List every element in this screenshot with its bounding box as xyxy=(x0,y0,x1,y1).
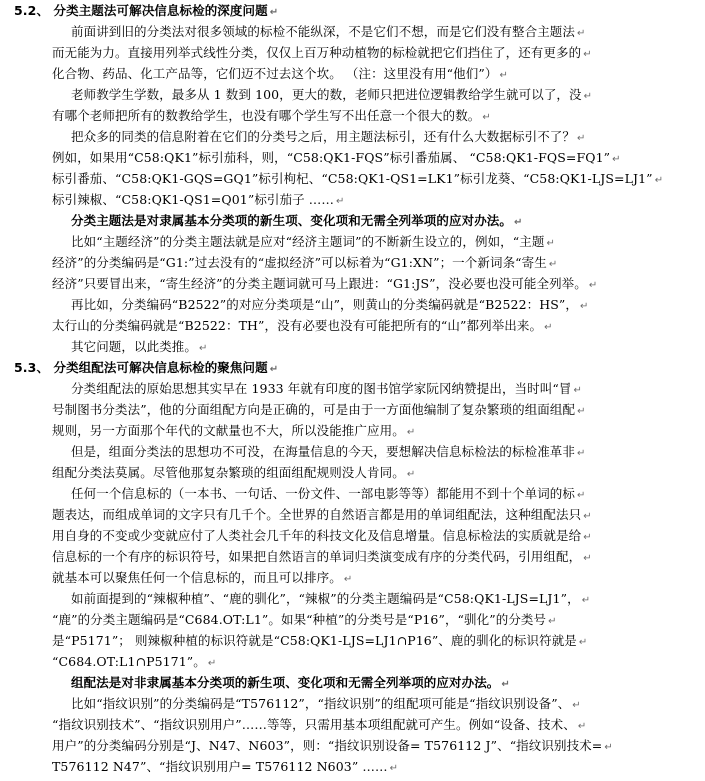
paragraph-mark-icon: ↵ xyxy=(269,7,279,18)
paragraph-mark-icon: ↵ xyxy=(343,574,353,585)
paragraph-line: 比如“指纹识别”的分类编码是“T576112”，“指纹识别”的组配项可能是“指纹识别设备”、 ↵ xyxy=(71,696,581,711)
paragraph-mark-icon: ↵ xyxy=(406,469,416,480)
paragraph-line: 前面讲到旧的分类法对很多领域的标检不能纵深，不是它们不想，而是它们没有整合主题法 ↵ xyxy=(71,24,586,39)
paragraph-mark-icon: ↵ xyxy=(604,742,613,753)
paragraph-mark-icon: ↵ xyxy=(548,259,558,270)
paragraph-line: 太行山的分类编码就是“B2522：TH”，没有必要也没有可能把所有的“山”都列举出来。 ↵ xyxy=(52,318,553,333)
paragraph-mark-icon: ↵ xyxy=(583,49,592,60)
paragraph-line: 化合物、药品、化工产品等，它们迈不过去这个坎。 （注：这里没有用“他们”） ↵ xyxy=(52,66,508,81)
paragraph-mark-icon: ↵ xyxy=(577,490,586,501)
paragraph-mark-icon: ↵ xyxy=(269,364,279,375)
paragraph-mark-icon: ↵ xyxy=(548,616,557,627)
paragraph-line: 但是，组面分类法的思想功不可没，在海量信息的今天，要想解决信息标检法的标检准革非 ↵ xyxy=(71,444,586,459)
paragraph-line: 题表达，而组成单词的文字只有几千个。全世界的自然语言都是用的单词组配法，这种组配法只 ↵ xyxy=(52,507,592,522)
paragraph-mark-icon: ↵ xyxy=(482,112,491,123)
paragraph-mark-icon: ↵ xyxy=(544,322,553,333)
paragraph-line: 组配分类法莫属。尽管他那复杂繁琐的组面组配规则没人肯同。 ↵ xyxy=(52,465,416,480)
paragraph-mark-icon: ↵ xyxy=(583,511,592,522)
paragraph-line: 例如，如果用“C58:QK1”标引茄科，则，“C58:QK1-FQS”标引番茄属、 “C58:QK1-FQS=FQ1” ↵ xyxy=(52,150,621,165)
paragraph-mark-icon: ↵ xyxy=(207,658,217,669)
paragraph-line: 把众多的同类的信息附着在它们的分类号之后，用主题法标引，还有什么大数据标引不了？ ↵ xyxy=(71,129,586,144)
paragraph-mark-icon: ↵ xyxy=(580,301,589,312)
paragraph-mark-icon: ↵ xyxy=(577,133,586,144)
paragraph-line: “指纹识别技术”、“指纹识别用户”……等等，只需用基本项组配就可产生。例如“设备、技术、 ↵ xyxy=(52,717,587,732)
paragraph-line: 标引辣椒、“C58:QK1-QS1=Q01”标引茄子 …… ↵ xyxy=(52,192,345,207)
paragraph-line: 有哪个老师把所有的数教给学生，也没有哪个学生写不出任意一个很大的数。 ↵ xyxy=(52,108,491,123)
paragraph-line: “鹿”的分类主题编码是“C684.OT:L1”。如果“种植”的分类号是“P16”，“驯化”的分类号 ↵ xyxy=(52,612,557,627)
paragraph-mark-icon: ↵ xyxy=(501,679,510,690)
paragraph-line: 再比如，分类编码“B2522”的对应分类项是“山”，则黄山的分类编码就是“B2522：HS”， ↵ xyxy=(71,297,589,312)
paragraph-line: 经济”的分类编码是“G1:”过去没有的“虚拟经济”可以标着为“G1:XN”；一个新词条“寄生 ↵ xyxy=(52,255,558,270)
paragraph-mark-icon: ↵ xyxy=(581,595,591,606)
paragraph-mark-icon: ↵ xyxy=(578,637,588,648)
paragraph-line: 而无能为力。直接用列举式线性分类，仅仅上百万种动植物的标检就把它们挡住了，还有更多的 ↵ xyxy=(52,45,592,60)
paragraph-mark-icon: ↵ xyxy=(577,448,586,459)
paragraph-line: 是“P5171”； 则辣椒种植的标识符就是“C58:QK1-LJS=LJ1∩P16”、鹿的驯化的标识符就是 ↵ xyxy=(52,633,588,648)
paragraph-mark-icon: ↵ xyxy=(612,154,621,165)
paragraph-line: 比如“主题经济”的分类主题法就是应对“经济主题词”的不断新生设立的，例如，“主题 ↵ xyxy=(71,234,555,249)
paragraph-line: 用自身的不变或少变就应付了人类社会几千年的科技文化及信息增量。信息标检法的实质就是给 ↵ xyxy=(52,528,592,543)
paragraph-line: 分类组配法的原始思想其实早在 1933 年就有印度的图书馆学家阮冈纳赞提出，当时叫“冒 ↵ xyxy=(71,381,582,396)
paragraph-mark-icon: ↵ xyxy=(336,196,345,207)
paragraph-mark-icon: ↵ xyxy=(583,91,593,102)
paragraph-mark-icon: ↵ xyxy=(577,721,587,732)
paragraph-mark-icon: ↵ xyxy=(577,406,586,417)
paragraph-mark-icon: ↵ xyxy=(573,385,582,396)
paragraph-mark-icon: ↵ xyxy=(389,763,399,774)
paragraph-line: 就基本可以聚焦任何一个信息标的，而且可以排序。 ↵ xyxy=(52,570,353,585)
bold-summary-line: 组配法是对非隶属基本分类项的新生项、变化项和无需全列举项的应对办法。 ↵ xyxy=(71,675,510,690)
paragraph-mark-icon: ↵ xyxy=(199,343,208,354)
paragraph-mark-icon: ↵ xyxy=(654,175,664,186)
paragraph-mark-icon: ↵ xyxy=(546,238,555,249)
paragraph-mark-icon: ↵ xyxy=(514,217,523,228)
paragraph-mark-icon: ↵ xyxy=(572,700,581,711)
section-heading-5-2: 5.2、 分类主题法可解决信息标检的深度问题 ↵ xyxy=(14,3,279,18)
paragraph-mark-icon: ↵ xyxy=(583,553,592,564)
paragraph-line: 老师教学生学数，最多从 1 数到 100，更大的数，老师只把进位逻辑教给学生就可以了，没 ↵ xyxy=(71,87,593,102)
paragraph-line: T576112 N47”、“指纹识别用户= T576112 N603” …… ↵ xyxy=(52,759,399,774)
paragraph-line: 用户”的分类编码分别是“J、N47、N603”，则：“指纹识别设备= T576112 J”、“指纹识别技术= ↵ xyxy=(52,738,613,753)
paragraph-line: 任何一个信息标的（一本书、一句话、一份文件、一部电影等等）都能用不到十个单词的标 ↵ xyxy=(71,486,586,501)
paragraph-mark-icon: ↵ xyxy=(406,427,416,438)
paragraph-mark-icon: ↵ xyxy=(588,280,598,291)
paragraph-line: 标引番茄、“C58:QK1-GQS=GQ1”标引枸杞、“C58:QK1-QS1=LK1”标引龙葵、“C58:QK1-LJS=LJ1” ↵ xyxy=(52,171,664,186)
paragraph-line: 规则，另一方面那个年代的文献量也不大，所以没能推广应用。 ↵ xyxy=(52,423,416,438)
paragraph-line: “C684.OT:L1∩P5171”。 ↵ xyxy=(52,654,217,669)
paragraph-line: 其它问题，以此类推。 ↵ xyxy=(71,339,208,354)
section-heading-5-3: 5.3、 分类组配法可解决信息标检的聚焦问题 ↵ xyxy=(14,360,279,375)
paragraph-line: 信息标的一个有序的标识符号，如果把自然语言的单词归类演变成有序的分类代码，引用组配， ↵ xyxy=(52,549,592,564)
bold-summary-line: 分类主题法是对隶属基本分类项的新生项、变化项和无需全列举项的应对办法。 ↵ xyxy=(71,213,523,228)
paragraph-mark-icon: ↵ xyxy=(577,28,586,39)
paragraph-line: 经济”只要冒出来，“寄生经济”的分类主题词就可马上跟进：“G1:JS”，没必要也没可能全列举。 ↵ xyxy=(52,276,598,291)
paragraph-mark-icon: ↵ xyxy=(499,70,508,81)
paragraph-line: 号制图书分类法”，他的分面组配方向是正确的，可是由于一方面他编制了复杂繁琐的组面组配 ↵ xyxy=(52,402,586,417)
paragraph-mark-icon: ↵ xyxy=(583,532,592,543)
paragraph-line: 如前面提到的“辣椒种植”、“鹿的驯化”，“辣椒”的分类主题编码是“C58:QK1-LJS=LJ1”， ↵ xyxy=(71,591,591,606)
